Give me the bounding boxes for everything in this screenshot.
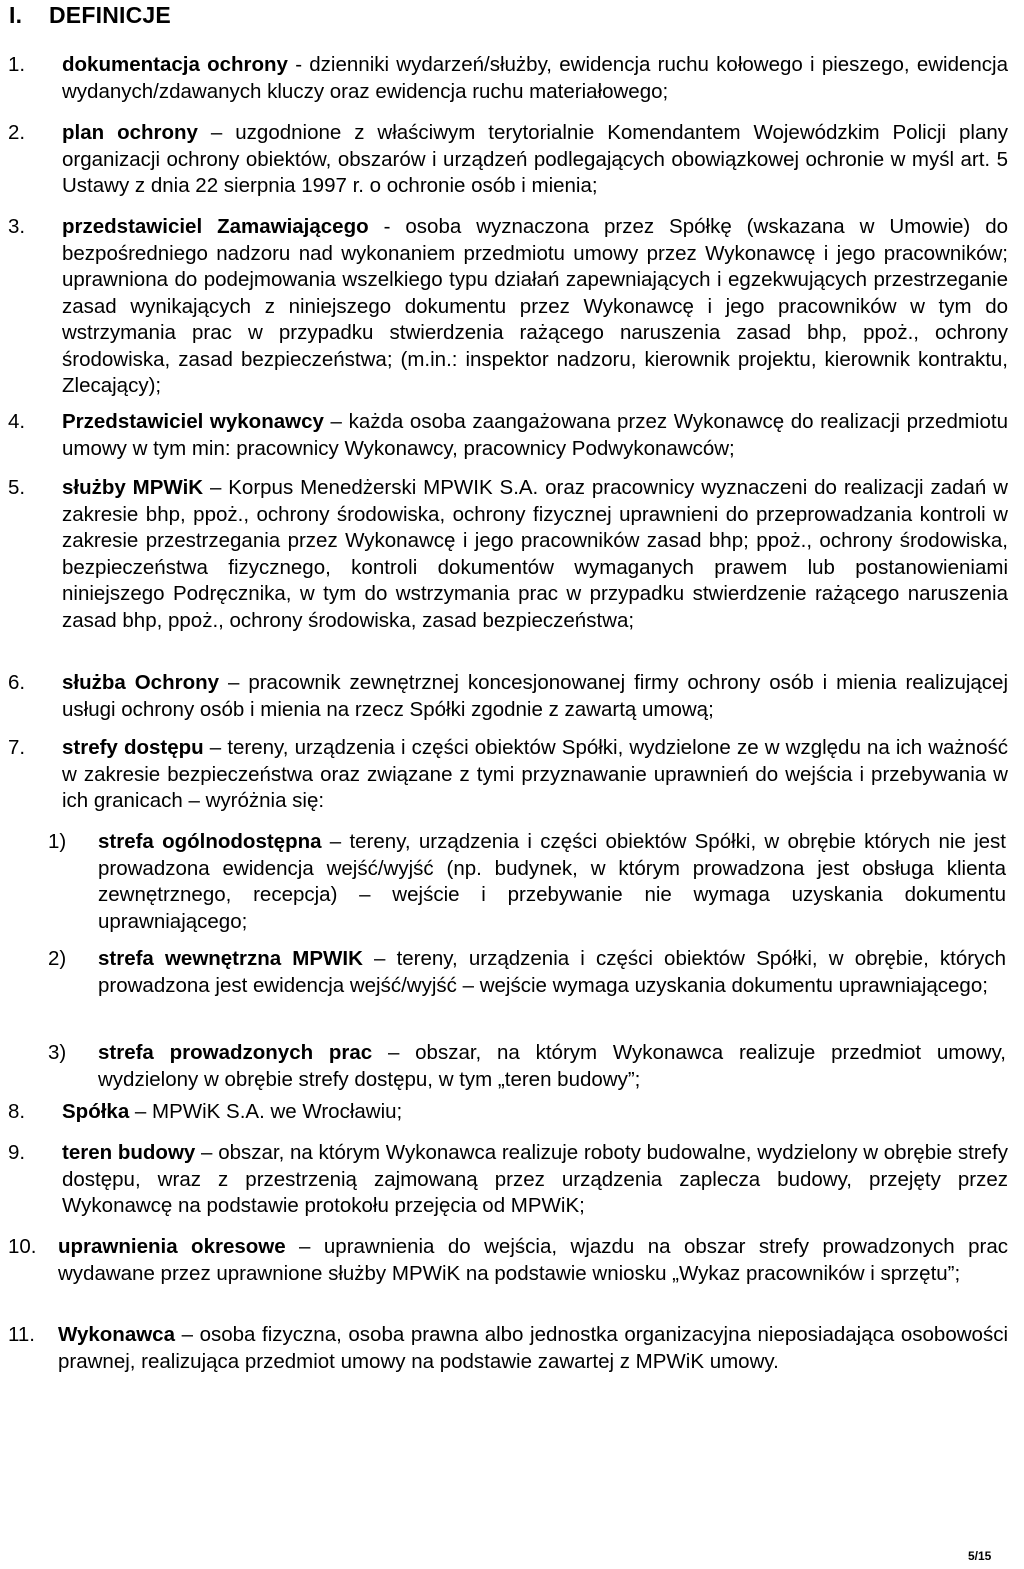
item-separator: – [195, 1141, 219, 1164]
item-term: teren budowy [62, 1141, 196, 1164]
item-number: 6. [8, 671, 26, 694]
item-separator: – [129, 1100, 153, 1123]
item-separator: – [219, 671, 249, 694]
definition-item [8, 1099, 1008, 1126]
subitem-text: tereny, urządzenia i części obiektów Spółki, w obrębie, których prowadzona jest ewidencja wejść/wyjść – wejście wymaga uzyskania dokumentu uprawniającego; [98, 947, 1006, 997]
item-text: MPWiK S.A. we Wrocławiu; [152, 1100, 403, 1123]
item-number: 11. [8, 1323, 35, 1346]
item-term: służby MPWiK [62, 476, 204, 499]
definition-item [8, 120, 1008, 200]
subitem-text: obszar, na którym Wykonawca realizuje przedmiot umowy, wydzielony w obrębie strefy dostępu, w tym „teren budowy”; [98, 1041, 1006, 1091]
item-text: obszar, na którym Wykonawca realizuje roboty budowalne, wydzielony w obrębie strefy dostępu, wraz z przestrzenią zajmowaną przez urządzenia zaplecza budowy, przejęty przez Wykonawcę na podstawie protokołu przejęcia od MPWiK; [62, 1141, 1009, 1217]
item-term: Spółka [62, 1100, 130, 1123]
item-text: pracownik zewnętrznej koncesjonowanej firmy ochrony osób i mienia realizującej usługi ochrony osób i mienia na rzecz Spółki zgodnie z zawartą umową; [62, 671, 1009, 721]
item-text: dzienniki wydarzeń/służby, ewidencja ruchu kołowego i pieszego, ewidencja wydanych/zdawanych kluczy oraz ewidencja ruchu materiałowego; [62, 53, 1008, 103]
subitem-text: tereny, urządzenia i części obiektów Spółki, w obrębie których nie jest prowadzona ewidencja wejść/wyjść (np. budynek, w którym prowadzona jest obsługa klienta zewnętrznego, recepcja) – wejście i przebywanie nie wymaga uzyskania dokumentu uprawniającego; [98, 830, 1006, 933]
page-number: 5/15 [968, 1549, 992, 1563]
item-number: 4. [8, 410, 26, 433]
item-term: strefy dostępu [62, 736, 204, 759]
item-body [62, 475, 1008, 634]
item-body [62, 1099, 1008, 1126]
subitem-number: 3) [48, 1041, 67, 1064]
subitem-separator: – [362, 947, 397, 970]
item-term: służba Ochrony [62, 671, 220, 694]
item-text: każda osoba zaangażowana przez Wykonawcę do realizacji przedmiotu umowy w tym min: pracownicy Wykonawcy, pracownicy Podwykonawców; [62, 410, 1008, 460]
item-number: 7. [8, 736, 26, 759]
item-term: przedstawiciel Zamawiającego [62, 215, 369, 238]
item-separator: – [197, 121, 236, 144]
subitem-body [98, 946, 1006, 999]
item-body [62, 52, 1008, 105]
item-term: Przedstawiciel wykonawcy [62, 410, 324, 433]
item-term: Wykonawca [58, 1323, 175, 1346]
subitem-body [98, 829, 1006, 935]
item-text: uzgodnione z właściwym terytorialnie Komendantem Wojewódzkim Policji plany organizacji ochrony obiektów, obszarów i urządzeń podlegających obowiązkowej ochronie w myśl art. 5 Ustawy z dnia 22 sierpnia 1997 r. o ochronie osób i mienia; [62, 121, 1008, 197]
section-number: I. [9, 2, 23, 28]
item-term: plan ochrony [62, 121, 198, 144]
item-separator: – [203, 736, 228, 759]
item-separator: - [287, 53, 310, 76]
item-body [62, 1140, 1008, 1220]
item-term: dokumentacja ochrony [62, 53, 288, 76]
subitem-term: strefa prowadzonych prac [98, 1041, 373, 1064]
section-title: DEFINICJE [49, 2, 171, 28]
item-number: 5. [8, 476, 26, 499]
definition-item [8, 670, 1008, 723]
subitem-number: 2) [48, 947, 67, 970]
item-separator: – [174, 1323, 200, 1346]
item-separator: – [323, 410, 349, 433]
item-text: tereny, urządzenia i części obiektów Spółki, wydzielone ze w względu na ich ważność w zakresie bezpieczeństwa oraz związane z tymi przyznawanie uprawnień do wejścia i przebywania w ich granicach – wyróżnia się: [62, 736, 1008, 812]
definition-item [8, 1322, 1008, 1375]
item-number: 8. [8, 1100, 26, 1123]
item-body [62, 670, 1008, 723]
item-body [62, 409, 1008, 462]
item-number: 3. [8, 215, 26, 238]
item-separator: – [203, 476, 229, 499]
definition-item [8, 735, 1008, 815]
item-term: uprawnienia okresowe [58, 1235, 286, 1258]
item-number: 1. [8, 53, 26, 76]
item-text: uprawnienia do wejścia, wjazdu na obszar strefy prowadzonych prac wydawane przez uprawnione służby MPWiK na podstawie wniosku „Wykaz pracowników i sprzętu”; [58, 1235, 1008, 1285]
definition-item [8, 214, 1008, 400]
item-separator: - [368, 215, 406, 238]
item-number: 2. [8, 121, 26, 144]
definition-item [8, 475, 1008, 634]
item-separator: – [285, 1235, 324, 1258]
subitem-number: 1) [48, 830, 67, 853]
subitem [48, 829, 1006, 935]
subitem-term: strefa wewnętrzna MPWIK [98, 947, 363, 970]
item-number: 9. [8, 1141, 26, 1164]
item-body [62, 120, 1008, 200]
definition-item [8, 1234, 1008, 1287]
subitem-body [98, 1040, 1006, 1093]
subitem [48, 1040, 1006, 1093]
definition-item [8, 1140, 1008, 1220]
definition-item [8, 409, 1008, 462]
subitem-term: strefa ogólnodostępna [98, 830, 322, 853]
subitem [48, 946, 1006, 999]
subitem-separator: – [372, 1041, 416, 1064]
item-number: 10. [8, 1235, 37, 1258]
item-body [62, 214, 1008, 400]
subitem-separator: – [321, 830, 350, 853]
item-body [58, 1322, 1008, 1375]
item-body [58, 1234, 1008, 1287]
section-heading [9, 2, 171, 29]
item-body [62, 735, 1008, 815]
item-text: osoba wyznaczona przez Spółkę (wskazana w Umowie) do bezpośredniego nadzoru nad wykonaniem przedmiotu umowy przez Wykonawcę i jego pracowników; uprawniona do podejmowania wszelkiego typu działań zapewniających i egzekwujących przestrzeganie zasad wynikających z niniejszego dokumentu przez Wykonawcę i jego pracowników w tym do wstrzymania prac w przypadku stwierdzenia rażącego naruszenia zasad bhp, ppoż., ochrony środowiska, zasad bezpieczeństwa; (m.in.: inspektor nadzoru, kierownik projektu, kierownik kontraktu, Zlecający); [62, 215, 1009, 397]
item-text: osoba fizyczna, osoba prawna albo jednostka organizacyjna nieposiadająca osobowości prawnej, realizująca przedmiot umowy na podstawie zawartej z MPWiK umowy. [58, 1323, 1008, 1373]
item-text: Korpus Menedżerski MPWIK S.A. oraz pracownicy wyznaczeni do realizacji zadań w zakresie bhp, ppoż., ochrony środowiska, ochrony fizycznej uprawnieni do przeprowadzania kontroli w zakresie przestrzegania przez Wykonawcę i jego pracowników zasad bhp; ppoż., ochrony środowiska, bezpieczeństwa fizycznego, kontroli dokumentów wymaganych prawem lub postanowieniami niniejszego Podręcznika, w tym do wstrzymania prac w przypadku stwierdzenie rażącego naruszenia zasad bhp, ppoż., ochrony środowiska, zasad bezpieczeństwa; [62, 476, 1008, 632]
definition-item [8, 52, 1008, 105]
